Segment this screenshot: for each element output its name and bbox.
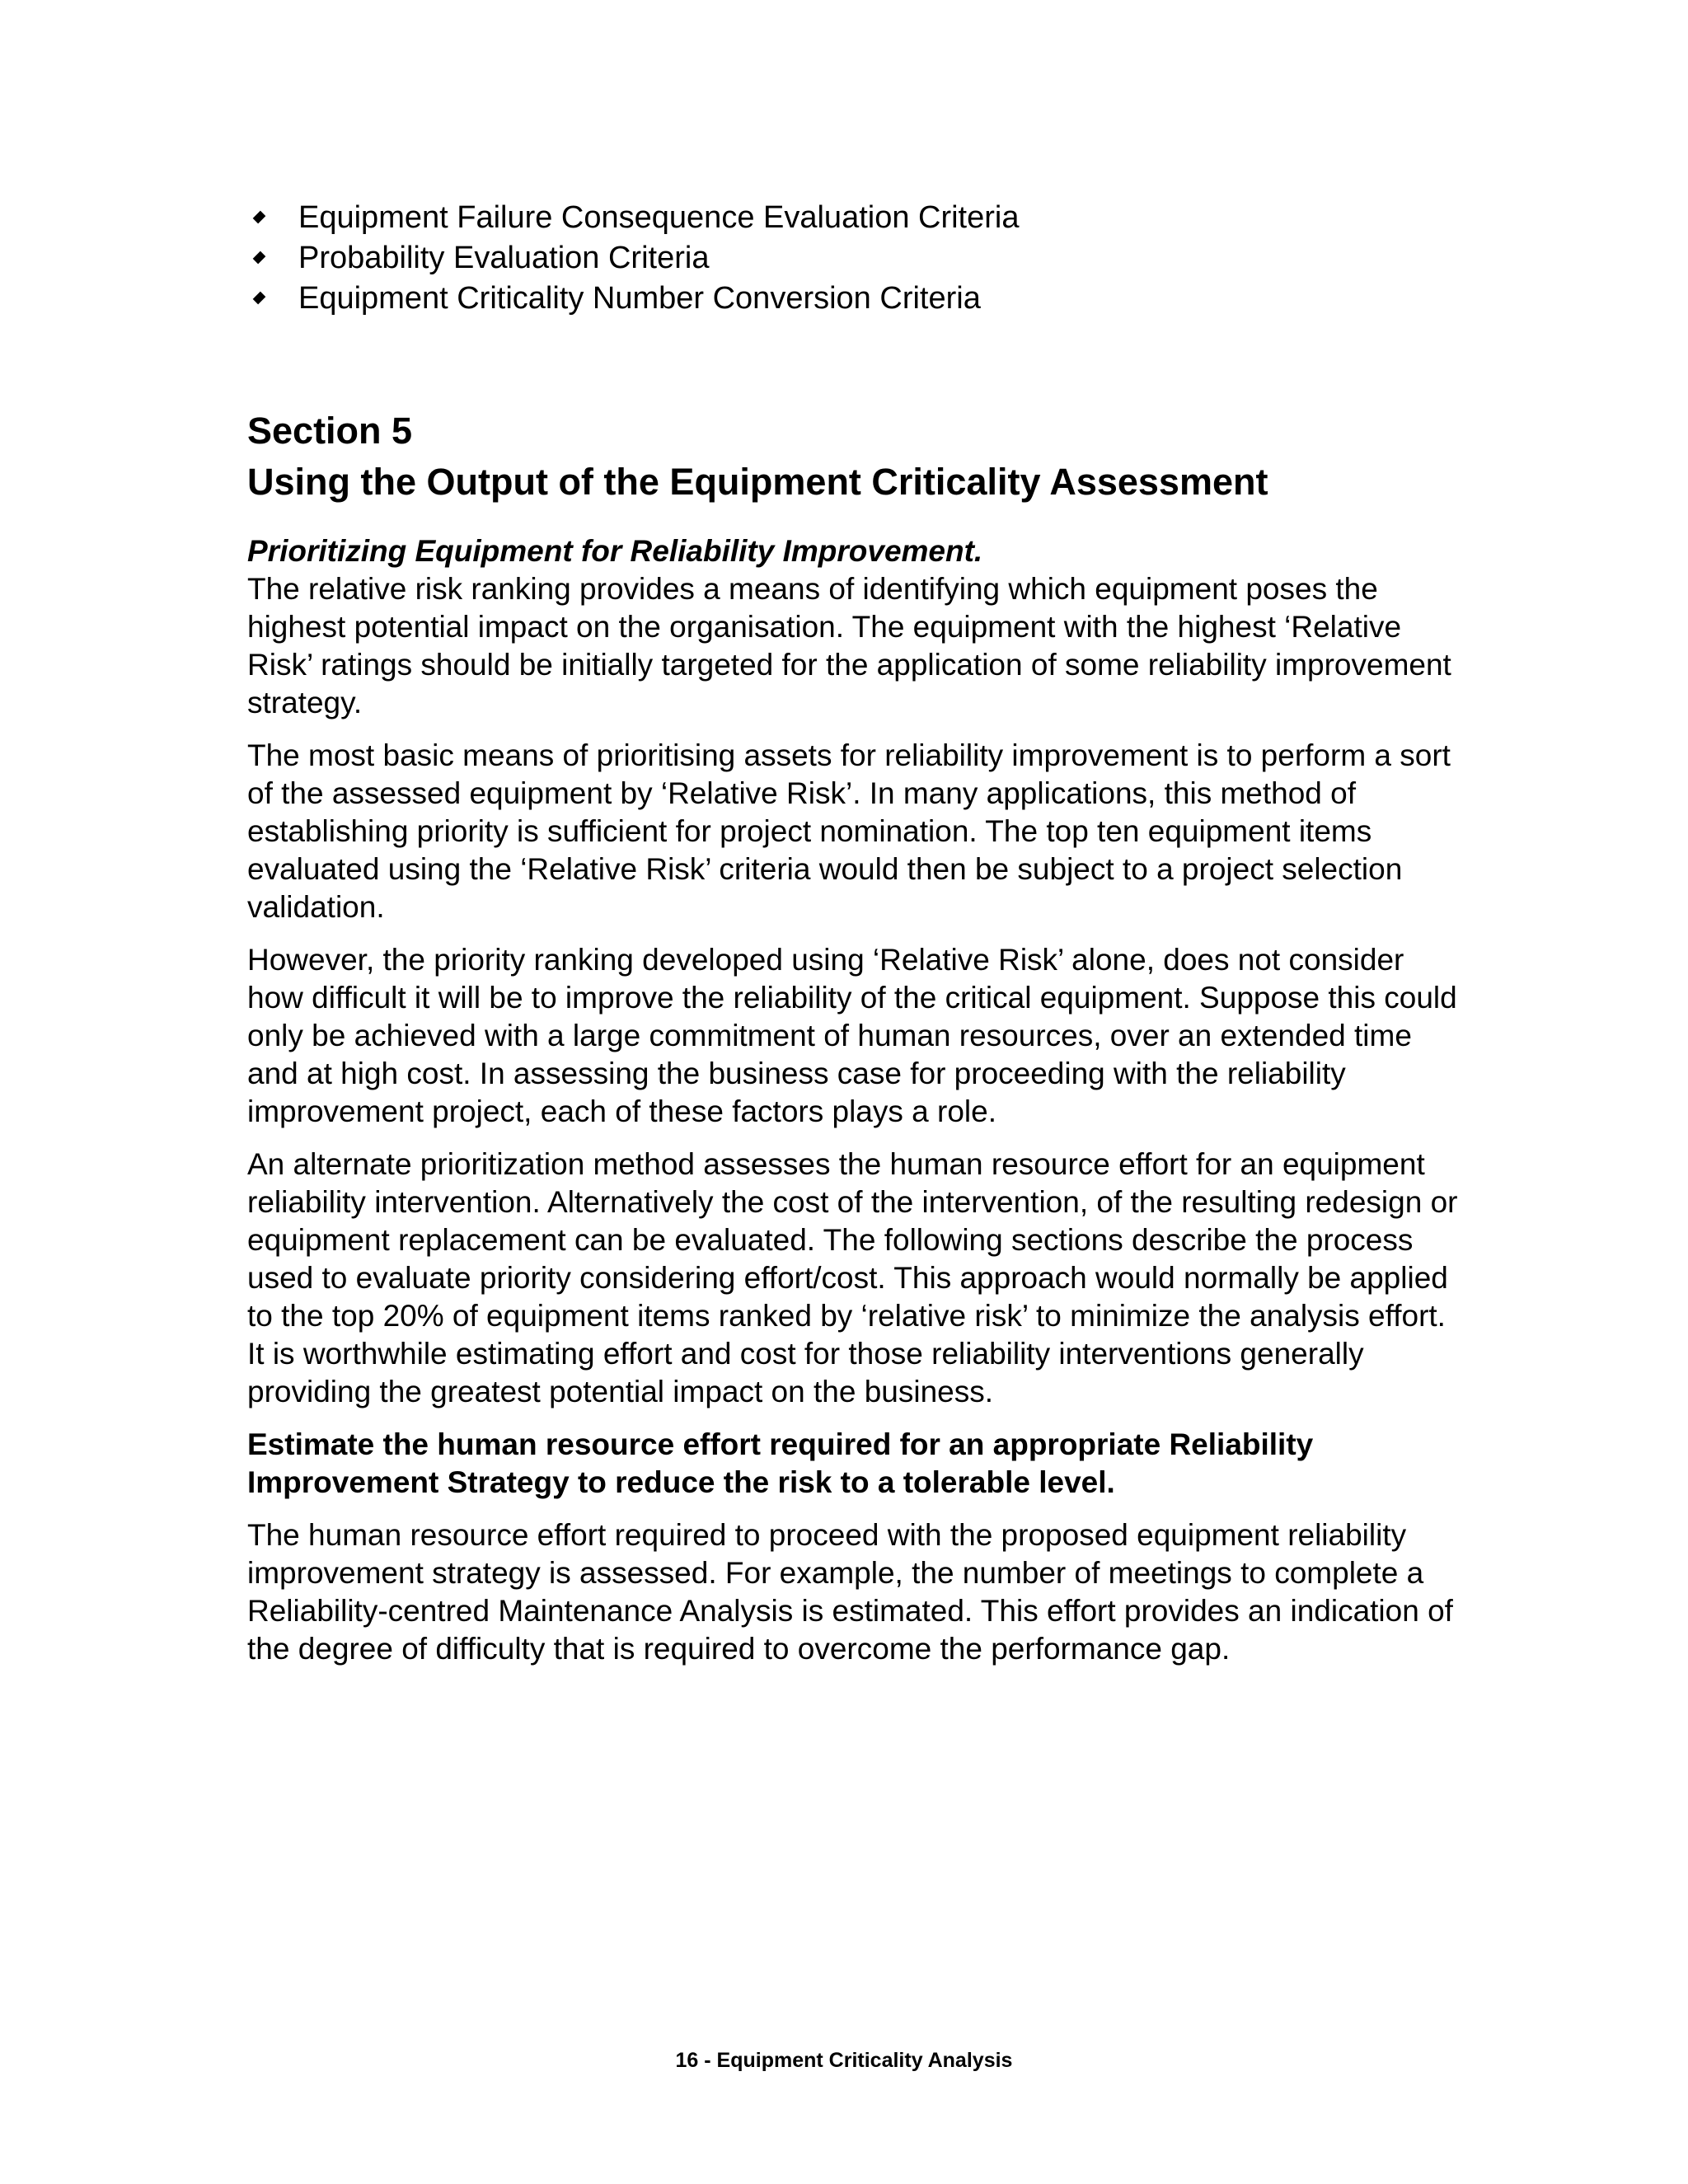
bold-heading: Estimate the human resource effort required for an appropriate Reliability Improvement Strategy to reduce the risk to a tolerable level. [247,1427,1314,1499]
page-footer: 16 - Equipment Criticality Analysis [675,2049,1013,2072]
paragraph: An alternate prioritization method assesses the human resource effort for an equipment reliability intervention. Alternatively the cost of the intervention, of the resulting redesign or equipment replacement can be evaluated. The following sections describe the process used to evaluate priority considering effort/cost. This approach would normally be applied to the top 20% of equipment items ranked by ‘relative risk’ to minimize the analysis effort. It is worthwhile estimating effort and cost for those reliability interventions generally providing the greatest potential impact on the business. [247,1147,1458,1408]
diamond-bullet-icon [253,211,266,224]
paragraph: The human resource effort required to proceed with the proposed equipment reliability improvement strategy is assessed. For example, the number of meetings to complete a Reliability-centred Maintenance Analysis is estimated. This effort provides an indication of the degree of difficulty that is required to overcome the performance gap. [247,1518,1453,1666]
paragraph: The relative risk ranking provides a means of identifying which equipment poses the highest potential impact on the organisation. The equipment with the highest ‘Relative Risk’ ratings should be initially targeted for the application of some reliability improvement strategy. [247,572,1451,719]
section-title: Using the Output of the Equipment Criticality Assessment [247,461,1268,503]
list-item [247,238,1459,279]
diamond-bullet-icon [253,292,266,305]
bullet-text: Equipment Criticality Number Conversion Criteria [298,281,981,316]
criteria-bullet-list [247,198,1459,319]
paragraph: However, the priority ranking developed using ‘Relative Risk’ alone, does not consider how difficult it will be to improve the reliability of the critical equipment. Suppose this could only be achieved with a large commitment of human resources, over an extended time and at high cost. In assessing the business case for proceeding with the reliability improvement project, each of these factors plays a role. [247,943,1457,1128]
list-item [247,198,1459,238]
bullet-text: Equipment Failure Consequence Evaluation Criteria [298,200,1020,235]
diamond-bullet-icon [253,251,266,265]
bullet-text: Probability Evaluation Criteria [298,241,710,275]
subheading: Prioritizing Equipment for Reliability Improvement. [247,534,983,568]
list-item [247,279,1459,319]
page-content [247,198,1459,1683]
paragraph: The most basic means of prioritising assets for reliability improvement is to perform a sort of the assessed equipment by ‘Relative Risk’. In many applications, this method of establishing priority is sufficient for project nomination. The top ten equipment items evaluated using the ‘Relative Risk’ criteria would then be subject to a project selection validation. [247,738,1451,924]
section-number: Section 5 [247,410,413,452]
